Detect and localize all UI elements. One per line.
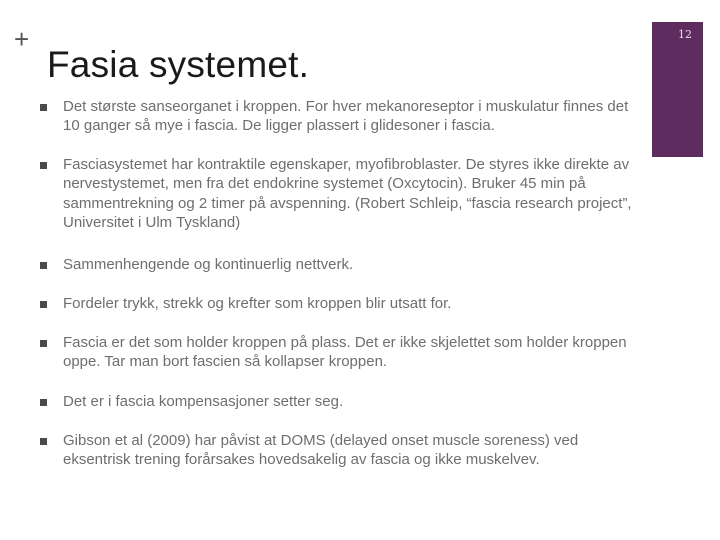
square-bullet-icon <box>40 438 47 445</box>
square-bullet-icon <box>40 162 47 169</box>
plus-icon: + <box>14 24 30 54</box>
bullet-text: Fasciasystemet har kontraktile egenskaper, myofibroblaster. De styres ikke direkte av nervestystemet, men fra det endokrine systemet (Oxcytocin). Bruker 45 min på sammentrekning og 2 timer på avspenning. (Robert Schleip, “fascia research project”, Universitet i Ulm Tyskland) <box>63 156 632 232</box>
square-bullet-icon <box>40 340 47 347</box>
slide-number: 12 <box>678 28 692 41</box>
square-bullet-icon <box>40 262 47 269</box>
bullet-text: Fascia er det som holder kroppen på plass. Det er ikke skjelettet som holder kroppen oppe. Tar man bort fascien så kollapser kroppen. <box>63 334 627 371</box>
square-bullet-icon <box>40 104 47 111</box>
square-bullet-icon <box>40 399 47 406</box>
slide-title: Fasia systemet. <box>47 44 310 85</box>
bullet-text: Det største sanseorganet i kroppen. For hver mekanoreseptor i muskulatur finnes det 10 ganger så mye i fascia. De ligger plassert i glidesoner i fascia. <box>63 98 629 135</box>
slide-number-panel <box>652 22 703 157</box>
bullet-text: Det er i fascia kompensasjoner setter seg. <box>63 393 344 410</box>
bullet-text: Gibson et al (2009) har påvist at DOMS (delayed onset muscle soreness) ved eksentrisk trening forårsakes hovedsakelig av fascia og ikke muskelvev. <box>63 432 579 469</box>
bullet-text: Sammenhengende og kontinuerlig nettverk. <box>63 256 354 273</box>
bullet-text: Fordeler trykk, strekk og krefter som kroppen blir utsatt for. <box>63 295 452 312</box>
square-bullet-icon <box>40 301 47 308</box>
